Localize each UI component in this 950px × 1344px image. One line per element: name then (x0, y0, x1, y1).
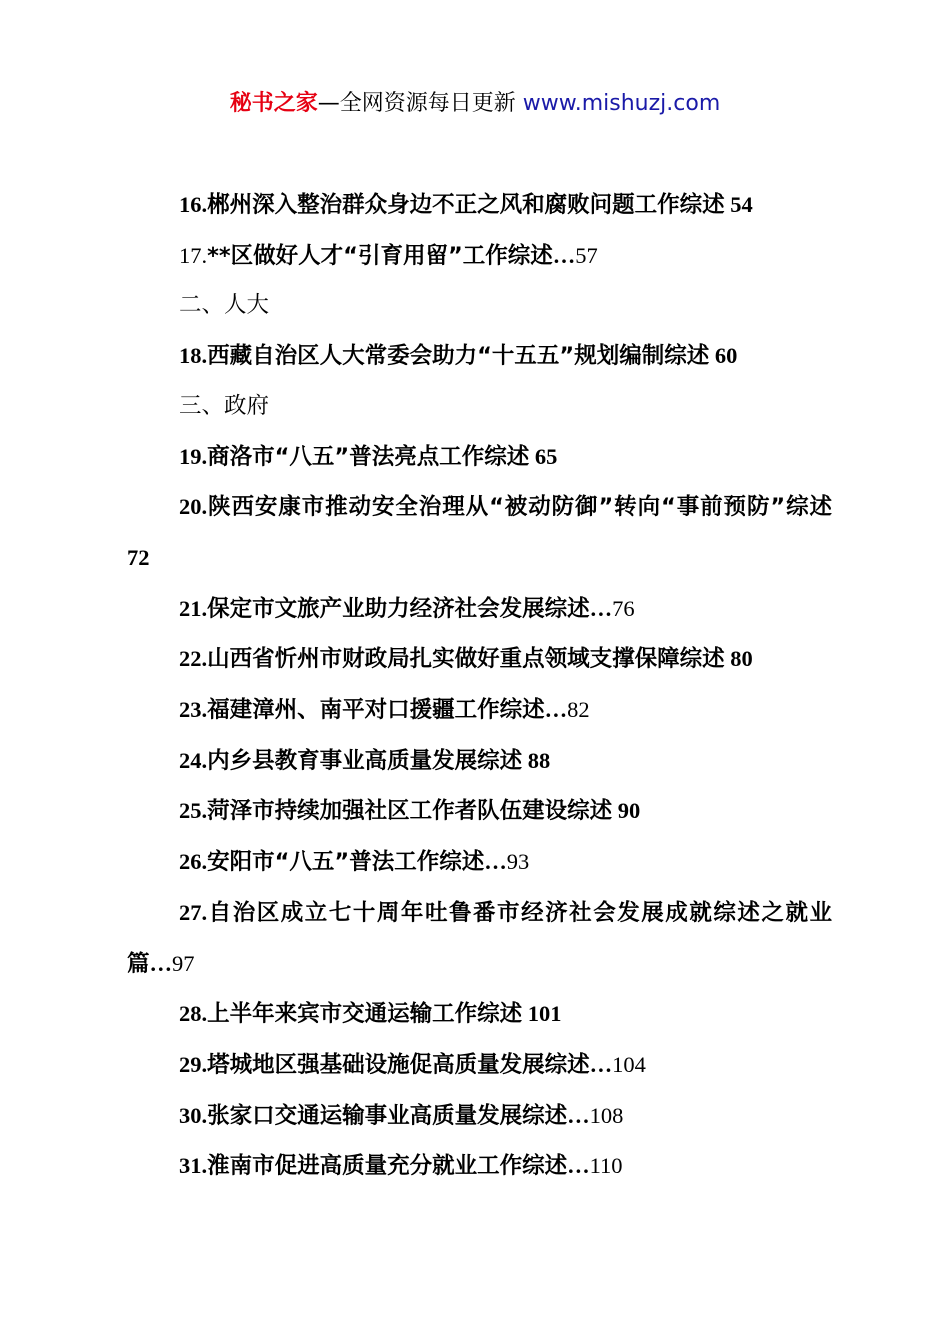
table-of-contents (127, 180, 832, 1192)
toc-entry-20[interactable]: 20.陕西安康市推动安全治理从“被动防御”转向“事前预防”综述 72 (127, 494, 832, 570)
toc-entry-29[interactable]: 29.塔城地区强基础设施促高质量发展综述…104 (179, 1051, 646, 1078)
toc-section-renda: 二、人大 (179, 292, 270, 319)
toc-section-zhengfu: 三、政府 (179, 392, 270, 419)
toc-entry-26[interactable]: 26.安阳市“八五”普法工作综述…93 (179, 849, 530, 876)
brand-name: 秘书之家 (229, 91, 318, 116)
toc-entry-24[interactable]: 24.内乡县教育事业高质量发展综述 88 (179, 747, 551, 774)
header-separator: — (317, 91, 340, 116)
toc-entry-23[interactable]: 23.福建漳州、南平对口援疆工作综述…82 (179, 697, 590, 724)
toc-entry-30[interactable]: 30.张家口交通运输事业高质量发展综述…108 (179, 1102, 624, 1129)
toc-entry-27[interactable]: 27.自治区成立七十周年吐鲁番市经济社会发展成就综述之就业篇…97 (127, 899, 832, 977)
toc-entry-28[interactable]: 28.上半年来宾市交通运输工作综述 101 (179, 1001, 562, 1028)
toc-entry-25[interactable]: 25.菏泽市持续加强社区工作者队伍建设综述 90 (179, 798, 641, 825)
toc-entry-17[interactable]: 17.**区做好人才“引育用留”工作综述…57 (179, 242, 598, 269)
toc-entry-31[interactable]: 31.淮南市促进高质量充分就业工作综述…110 (179, 1153, 623, 1180)
toc-entry-22[interactable]: 22.山西省忻州市财政局扎实做好重点领域支撑保障综述 80 (179, 646, 753, 673)
toc-entry-18[interactable]: 18.西藏自治区人大常委会助力“十五五”规划编制综述 60 (179, 343, 738, 370)
header-slogan: 全网资源每日更新 (339, 91, 516, 116)
toc-entry-16[interactable]: 16.郴州深入整治群众身边不正之风和腐败问题工作综述 54 (179, 192, 753, 218)
toc-entry-19[interactable]: 19.商洛市“八五”普法亮点工作综述 65 (179, 443, 558, 470)
page-header (0, 86, 950, 122)
toc-entry-21[interactable]: 21.保定市文旅产业助力经济社会发展综述…76 (179, 595, 635, 622)
website-url[interactable]: www.mishuzj.com (522, 91, 721, 116)
